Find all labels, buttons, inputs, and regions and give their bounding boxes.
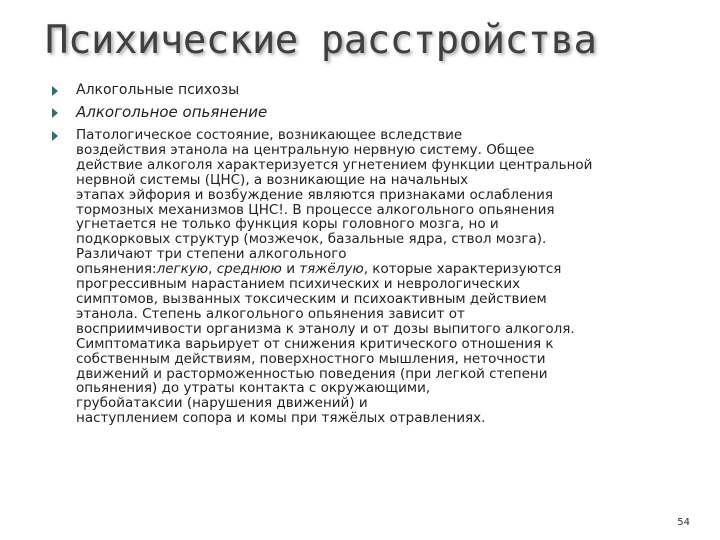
bullet-list bbox=[52, 82, 682, 426]
bullet-item-alcohol-psychoses bbox=[52, 82, 682, 99]
paragraph-line: симптомов, вызванных токсическим и психоактивным действием bbox=[76, 290, 547, 307]
paragraph-line: воздействия этанола на центральную нервную систему. Общее bbox=[76, 141, 535, 158]
paragraph-line: Различают три степени алкогольного bbox=[76, 246, 347, 263]
paragraph-line: действие алкоголя характеризуется угнетением функции центральной bbox=[76, 156, 593, 173]
paragraph-line: нервной системы (ЦНС), а возникающие на начальных bbox=[76, 171, 469, 188]
paragraph-line: Патологическое состояние, возникающее вследствие bbox=[76, 127, 463, 143]
paragraph-line: угнетается не только функция коры головного мозга, но и bbox=[76, 216, 499, 233]
bullet-text: Алкогольное опьянение bbox=[76, 103, 268, 121]
paragraph-line: движений и расторможенностью поведения (при легкой степени bbox=[76, 365, 548, 382]
paragraph-line: тормозных механизмов ЦНС!. В процессе алкогольного опьянения bbox=[76, 201, 555, 218]
degrees-outro: , которые характеризуются bbox=[363, 261, 562, 278]
bullet-arrow-icon bbox=[52, 131, 58, 141]
paragraph-line: Симптоматика варьирует от снижения критического отношения к bbox=[76, 335, 554, 352]
degree-medium: среднюю bbox=[216, 261, 282, 278]
paragraph-line: прогрессивным нарастанием психических и неврологических bbox=[76, 276, 521, 293]
paragraph-line: этапах эйфория и возбуждение являются признаками ослабления bbox=[76, 186, 554, 203]
separator: и bbox=[281, 261, 300, 278]
bullet-item-description bbox=[52, 128, 682, 426]
bullet-arrow-icon bbox=[52, 86, 58, 96]
paragraph-line: опьянения) до утраты контакта с окружающими, bbox=[76, 380, 431, 397]
page-number: 54 bbox=[677, 517, 690, 528]
bullet-item-alcohol-intoxication bbox=[52, 103, 682, 122]
paragraph-line: восприимчивости организма к этанолу и от дозы выпитого алкоголя. bbox=[76, 320, 575, 337]
bullet-text: Алкогольные психозы bbox=[76, 82, 240, 98]
paragraph-line-degrees bbox=[76, 262, 682, 277]
degree-light: легкую bbox=[156, 261, 209, 278]
paragraph-line: грубойатаксии (нарушения движений) и bbox=[76, 395, 368, 412]
paragraph-line: подкорковых структур (мозжечок, базальные ядра, ствол мозга). bbox=[76, 231, 547, 248]
separator: , bbox=[208, 261, 217, 278]
description-paragraph bbox=[76, 128, 682, 426]
degrees-intro: опьянения: bbox=[76, 261, 157, 278]
degree-heavy: тяжёлую bbox=[299, 261, 364, 278]
paragraph-line: собственным действиям, поверхностного мышления, неточности bbox=[76, 350, 546, 367]
slide-title: Психические расстройства bbox=[45, 18, 597, 63]
bullet-arrow-icon bbox=[52, 108, 58, 118]
paragraph-line: наступлением сопора и комы при тяжёлых отравлениях. bbox=[76, 410, 486, 427]
paragraph-line: этанола. Степень алкогольного опьянения зависит от bbox=[76, 305, 465, 322]
